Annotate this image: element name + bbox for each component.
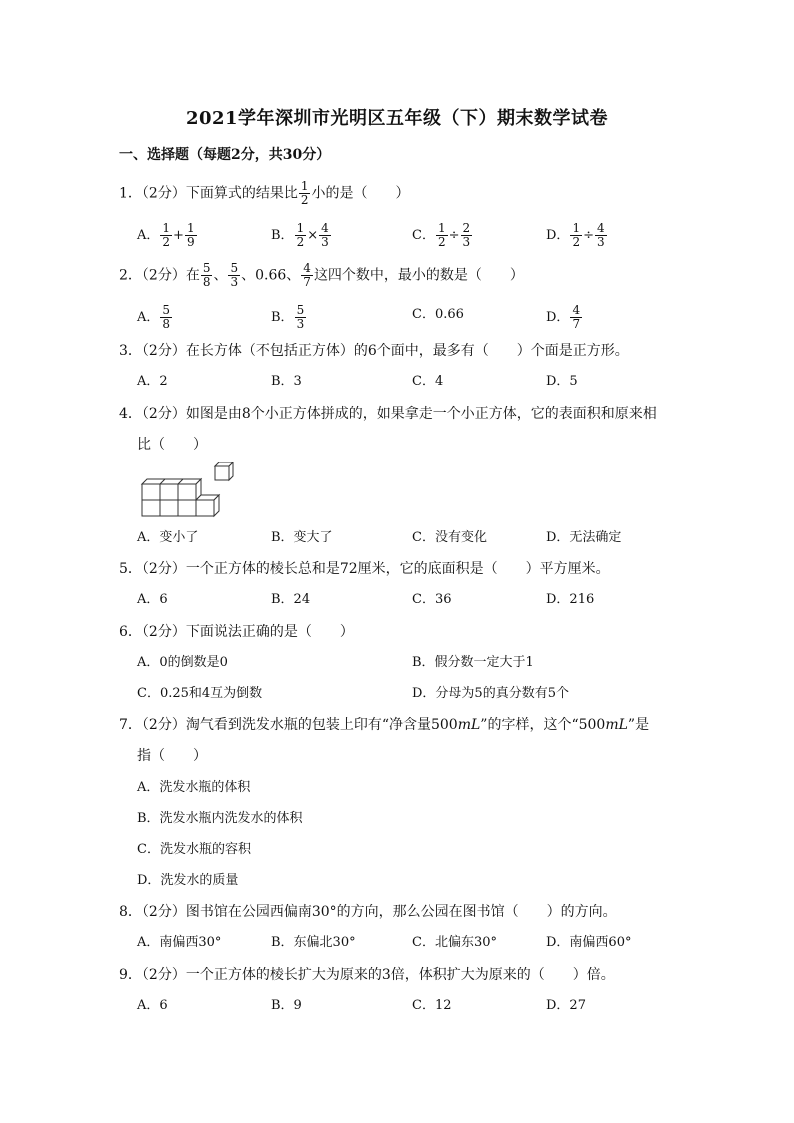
q2-option-a[interactable]: A． $\frac{5}{8}$ [137,303,171,331]
question-2: 2．（2分）在 $\frac{5}{8}$ 、 $\frac{5}{3}$ 、0.66、 $\frac{4}{7}$ 这四个数中，最小的数是（ ） [119,261,524,289]
q7-option-b[interactable]: B．洗发水瓶内洗发水的体积 [137,811,303,826]
question-4-line-1: 4．（2分）如图是由8个小正方体拼成的，如果拿走一个小正方体，它的表面积和原来相 [119,406,657,422]
question-6: 6．（2分）下面说法正确的是（ ） [119,624,354,640]
q6-option-d[interactable]: D．分母为5的真分数有5个 [412,686,569,701]
q4-option-a[interactable]: A．变小了 [137,530,199,545]
question-7-line-2: 指（ ） [137,748,207,764]
q6-option-b[interactable]: B．假分数一定大于1 [412,655,534,670]
q1-score: （2分） [141,185,186,202]
q9-option-b[interactable]: B．9 [271,998,302,1013]
q3-option-b[interactable]: B．3 [271,374,302,389]
q4-option-b[interactable]: B．变大了 [271,530,333,545]
q5-option-b[interactable]: B．24 [271,592,311,607]
q9-option-d[interactable]: D．27 [546,998,586,1013]
q8-option-a[interactable]: A．南偏西30° [137,935,222,950]
q7-option-a[interactable]: A．洗发水瓶的体积 [137,780,251,795]
q8-option-d[interactable]: D．南偏西60° [546,935,632,950]
question-3: 3．（2分）在长方体（不包括正方体）的6个面中，最多有（ ）个面是正方形。 [119,343,629,359]
q3-option-d[interactable]: D．5 [546,374,578,389]
q9-option-c[interactable]: C．12 [412,998,452,1013]
q1-option-c[interactable]: C． $\frac{1}{2}$ ÷ $\frac{2}{3}$ [412,221,471,249]
q6-option-a[interactable]: A．0的倒数是0 [137,655,228,670]
question-5: 5．（2分）一个正方体的棱长总和是72厘米，它的底面积是（ ）平方厘米。 [119,561,610,577]
q6-option-c[interactable]: C．0.25和4互为倒数 [137,686,263,701]
q3-option-a[interactable]: A．2 [137,374,168,389]
q2-option-d[interactable]: D． $\frac{4}{7}$ [546,303,581,331]
section-heading: 一、选择题（每题2分，共30分） [119,147,331,163]
cube-figure [140,462,240,522]
question-8: 8．（2分）图书馆在公园西偏南30°的方向，那么公园在图书馆（ ）的方向。 [119,904,617,920]
q2-option-b[interactable]: B． $\frac{5}{3}$ [271,303,305,331]
q1-fraction: $\frac{1}{2}$ [300,179,309,207]
question-4-line-2: 比（ ） [137,437,207,453]
q1-text-pre: 下面算式的结果比 [185,185,298,202]
q5-option-c[interactable]: C．36 [412,592,452,607]
q2-option-c[interactable]: C．0.66 [412,307,464,322]
question-9: 9．（2分）一个正方体的棱长扩大为原来的3倍，体积扩大为原来的（ ）倍。 [119,967,615,983]
q1-option-b[interactable]: B． $\frac{1}{2}$ × $\frac{4}{3}$ [271,221,329,249]
question-7-line-1: 7．（2分）淘气看到洗发水瓶的包装上印有“净含量500mL”的字样，这个“500mL”是 [119,717,650,733]
q1-option-a[interactable]: A． $\frac{1}{2}$ + $\frac{1}{9}$ [137,221,195,249]
q5-option-a[interactable]: A．6 [137,592,168,607]
q7-option-d[interactable]: D．洗发水的质量 [137,873,239,888]
page-title: 2021学年深圳市光明区五年级（下）期末数学试卷 [185,108,609,129]
q5-option-d[interactable]: D．216 [546,592,595,607]
q4-option-d[interactable]: D．无法确定 [546,530,622,545]
q8-option-b[interactable]: B．东偏北30° [271,935,356,950]
question-1 [119,180,409,207]
q4-option-c[interactable]: C．没有变化 [412,530,487,545]
q8-option-c[interactable]: C．北偏东30° [412,935,497,950]
q9-option-a[interactable]: A．6 [137,998,168,1013]
q7-option-c[interactable]: C．洗发水瓶的容积 [137,842,251,857]
q1-text-post: 小的是（ ） [311,185,410,202]
q1-number: 1． [119,185,142,202]
q3-option-c[interactable]: C．4 [412,374,444,389]
q1-option-d[interactable]: D． $\frac{1}{2}$ ÷ $\frac{4}{3}$ [546,221,605,249]
